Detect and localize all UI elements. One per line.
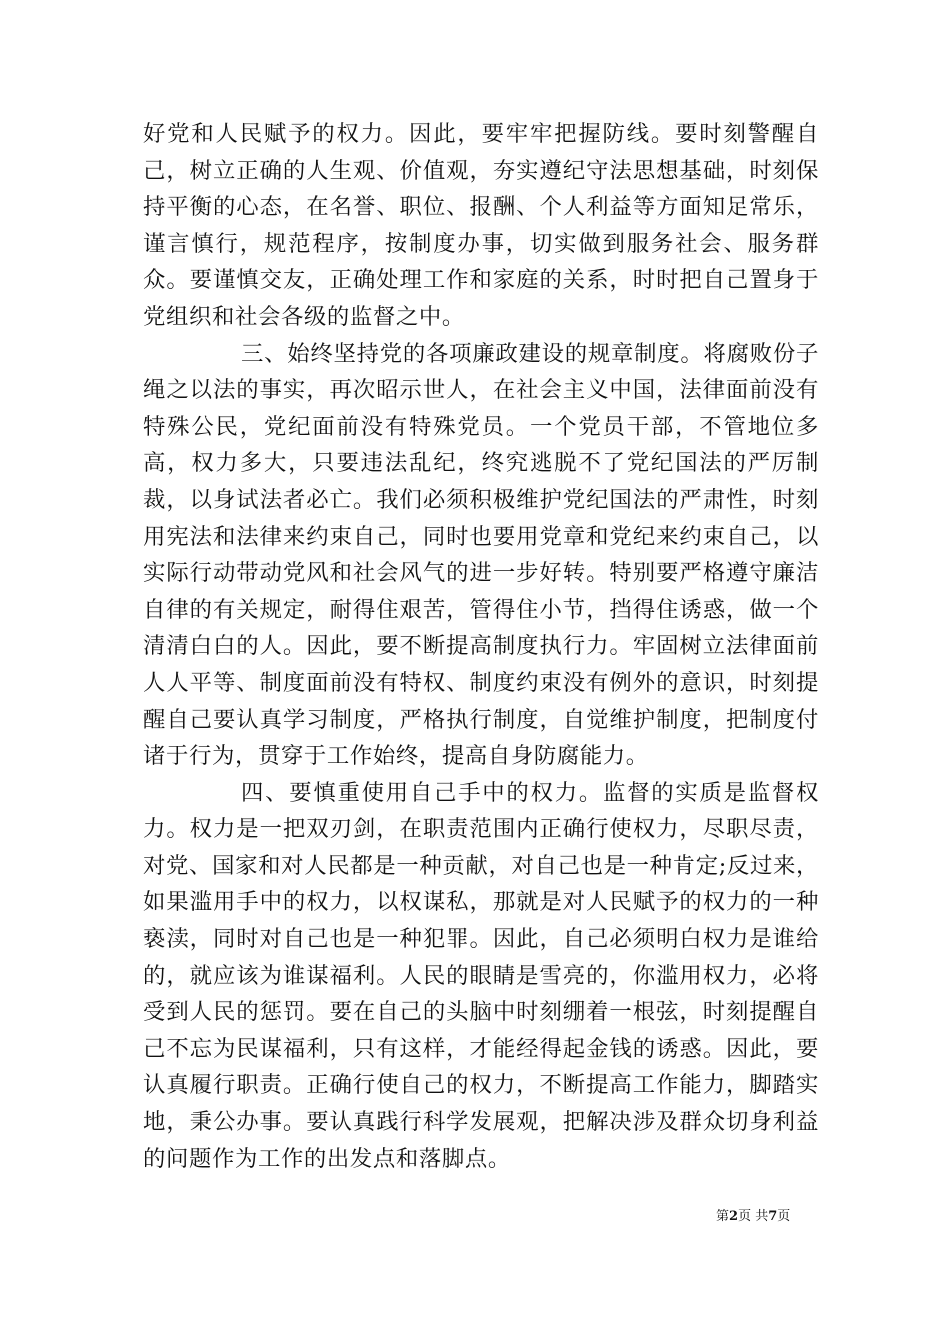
page-number-footer xyxy=(716,1205,790,1224)
paragraph-section-four: 四、要慎重使用自己手中的权力。监督的实质是监督权力。权力是一把双刃剑，在职责范围内正确行使权力，尽职尽责，对党、国家和对人民都是一种贡献，对自己也是一种肯定;反过来，如果滥用手中的权力，以权谋私，那就是对人民赋予的权力的一种亵渎，同时对自己也是一种犯罪。因此，自己必须明白权力是谁给的，就应该为谁谋福利。人民的眼睛是雪亮的，你滥用权力，必将受到人民的惩罚。要在自己的头脑中时刻绷着一根弦，时刻提醒自己不忘为民谋福利，只有这样，才能经得起金钱的诱惑。因此，要认真履行职责。正确行使自己的权力，不断提高工作能力，脚踏实地，秉公办事。要认真践行科学发展观，把解决涉及群众切身利益的问题作为工作的出发点和落脚点。 xyxy=(143,779,819,1172)
paragraph-section-three: 三、始终坚持党的各项廉政建设的规章制度。将腐败份子绳之以法的事实，再次昭示世人，在社会主义中国，法律面前没有特殊公民，党纪面前没有特殊党员。一个党员干部，不管地位多高，权力多大，只要违法乱纪，终究逃脱不了党纪国法的严厉制裁，以身试法者必亡。我们必须积极维护党纪国法的严肃性，时刻用宪法和法律来约束自己，同时也要用党章和党纪来约束自己，以实际行动带动党风和社会风气的进一步好转。特别要严格遵守廉洁自律的有关规定，耐得住艰苦，管得住小节，挡得住诱惑，做一个清清白白的人。因此，要不断提高制度执行力。牢固树立法律面前人人平等、制度面前没有特权、制度约束没有例外的意识，时刻提醒自己要认真学习制度，严格执行制度，自觉维护制度，把制度付诸于行为，贯穿于工作始终，提高自身防腐能力。 xyxy=(143,340,819,770)
footer-suffix: 页 xyxy=(777,1209,791,1224)
footer-middle: 页 共 xyxy=(738,1209,769,1224)
document-body xyxy=(143,116,819,1177)
footer-prefix: 第 xyxy=(716,1209,730,1224)
paragraph-continuation: 好党和人民赋予的权力。因此，要牢牢把握防线。要时刻警醒自己，树立正确的人生观、价值观，夯实遵纪守法思想基础，时刻保持平衡的心态，在名誉、职位、报酬、个人利益等方面知足常乐，谨言慎行，规范程序，按制度办事，切实做到服务社会、服务群众。要谨慎交友，正确处理工作和家庭的关系，时时把自己置身于党组织和社会各级的监督之中。 xyxy=(143,121,819,330)
footer-current-page: 2 xyxy=(729,1209,739,1224)
footer-total-pages: 7 xyxy=(768,1209,778,1224)
